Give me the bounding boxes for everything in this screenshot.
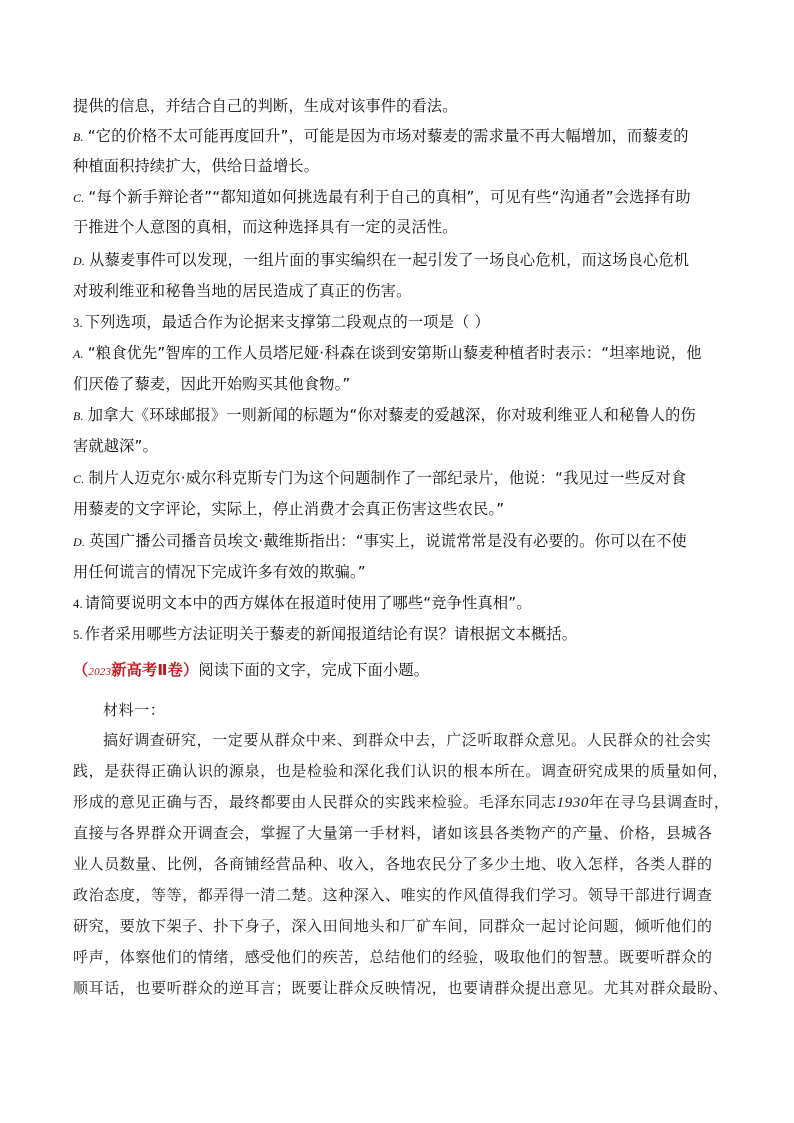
source-name: 新高考Ⅱ卷） (111, 661, 199, 679)
text-line (73, 562, 733, 582)
option-label: A. (73, 347, 84, 361)
option-text: 制片人迈克尔·威尔科克斯专门为这个问题制作了一部纪录片，他说：“我见过一些反对食 (88, 469, 687, 487)
option-label: C. (73, 472, 85, 486)
q3-option-c (73, 468, 733, 489)
material-paragraph-line (73, 823, 733, 843)
question-number: 3. (73, 316, 83, 330)
year-number: 1930 (556, 795, 590, 811)
material-heading: 材料一： (103, 701, 166, 719)
text-line (73, 96, 733, 116)
paragraph-text: 提供的信息，并结合自己的判断，生成对该事件的看法。 (73, 97, 458, 115)
paragraph-text: 直接与各界群众开调查会，掌握了大量第一手材料，诸如该县各类物产的产量、价格，县城各 (73, 824, 713, 842)
option-label: C. (73, 191, 85, 205)
option-label: D. (73, 254, 86, 268)
instruction-text: 阅读下面的文字，完成下面小题。 (198, 661, 430, 679)
paragraph-text: 年在寻乌县调查时， (589, 793, 730, 811)
material-paragraph-line (103, 730, 733, 750)
source-bracket: （ (73, 661, 89, 679)
option-text: 害就越深”。 (73, 437, 159, 455)
option-label: B. (73, 409, 84, 423)
material-title (103, 700, 733, 720)
q3-option-a (73, 343, 733, 364)
text-line (73, 217, 733, 237)
material-paragraph-line (73, 761, 733, 781)
option-text: “它的价格不太可能再度回升”，可能是因为市场对藜麦的需求量不再大幅增加，而藜麦的 (87, 127, 689, 145)
paragraph-text: 践，是获得正确认识的源泉，也是检验和深化我们认识的根本所在。调查研究成果的质量如何， (73, 762, 729, 780)
paragraph-text: 搞好调查研究，一定要从群众中来、到群众中去，广泛听取群众意见。人民群众的社会实 (103, 731, 712, 749)
question-text: 请简要说明文本中的西方媒体在报道时使用了哪些“竞争性真相”。 (84, 594, 532, 612)
material-paragraph-line (73, 916, 733, 936)
question-text: 作者采用哪些方法证明关于藜麦的新闻报道结论有误？请根据文本概括。 (84, 625, 578, 643)
q3-option-d (73, 531, 733, 552)
option-text: 对玻利维亚和秘鲁当地的居民造成了真正的伤害。 (73, 282, 412, 300)
option-label: B. (73, 130, 84, 144)
paragraph-text: 政治态度，等等，都弄得一清二楚。这种深入、唯实的作风值得我们学习。领导干部进行调查 (73, 886, 713, 904)
question-5 (73, 624, 733, 645)
question-4 (73, 593, 733, 614)
option-text: 从藜麦事件可以发现，一组片面的事实编织在一起引发了一场良心危机，而这场良心危机 (89, 251, 690, 269)
text-line (73, 281, 733, 301)
option-text: 用藜麦的文字评论，实际上，停止消费才会真正伤害这些农民。” (73, 500, 505, 518)
text-line (73, 499, 733, 519)
question-3 (73, 312, 733, 333)
material-paragraph-line (73, 854, 733, 874)
text-line (73, 374, 733, 394)
material-paragraph-line (73, 885, 733, 905)
option-text: “粮食优先”智库的工作人员塔尼娅·科森在谈到安第斯山藜麦种植者时表示：“坦率地说，他 (87, 344, 702, 362)
paragraph-text: 顺耳话，也要听群众的逆耳言；既要让群众反映情况，也要请群众提出意见。尤其对群众最盼、 (73, 979, 729, 997)
text-line (73, 156, 733, 176)
option-text: 用任何谎言的情况下完成许多有效的欺骗。” (73, 563, 366, 581)
option-text: 们厌倦了藜麦，因此开始购买其他食物。” (73, 375, 351, 393)
option-d (73, 250, 733, 271)
option-label: D. (73, 535, 86, 549)
material-paragraph-line (73, 792, 733, 813)
question-text: 下列选项，最适合作为论据来支撑第二段观点的一项是（ ） (84, 313, 490, 331)
option-text: 于推进个人意图的真相，而这种选择具有一定的灵活性。 (73, 218, 458, 236)
material-paragraph-line (73, 978, 733, 998)
exam-source (73, 661, 198, 679)
paragraph-text: 业人员数量、比例，各商铺经营品种、收入，各地农民分了多少土地、收入怎样，各类人群的 (73, 855, 713, 873)
option-text: 加拿大《环球邮报》一则新闻的标题为“你对藜麦的爱越深，你对玻利维亚人和秘鲁人的伤 (87, 406, 696, 424)
option-b (73, 126, 733, 147)
exam-source-line (73, 660, 733, 682)
question-number: 5. (73, 628, 83, 642)
paragraph-text: 呼声，体察他们的情绪，感受他们的疾苦，总结他们的经验，吸取他们的智慧。既要听群众的 (73, 948, 713, 966)
source-year: 2023 (88, 666, 112, 678)
q3-option-b (73, 405, 733, 426)
text-line (73, 436, 733, 456)
paragraph-text: 研究，要放下架子、扑下身子，深入田间地头和厂矿车间，同群众一起讨论问题，倾听他们的 (73, 917, 713, 935)
option-text: 种植面积持续扩大，供给日益增长。 (73, 157, 320, 175)
paragraph-text: 形成的意见正确与否，最终都要由人民群众的实践来检验。毛泽东同志 (73, 793, 557, 811)
question-number: 4. (73, 597, 83, 611)
material-paragraph-line (73, 947, 733, 967)
option-c (73, 187, 733, 208)
option-text: “每个新手辩论者”“都知道如何挑选最有利于自己的真相”，可见有些“沟通者”会选择有助 (88, 188, 691, 206)
option-text: 英国广播公司播音员埃文·戴维斯指出：“事实上，说谎常常是没有必要的。你可以在不使 (89, 532, 687, 550)
